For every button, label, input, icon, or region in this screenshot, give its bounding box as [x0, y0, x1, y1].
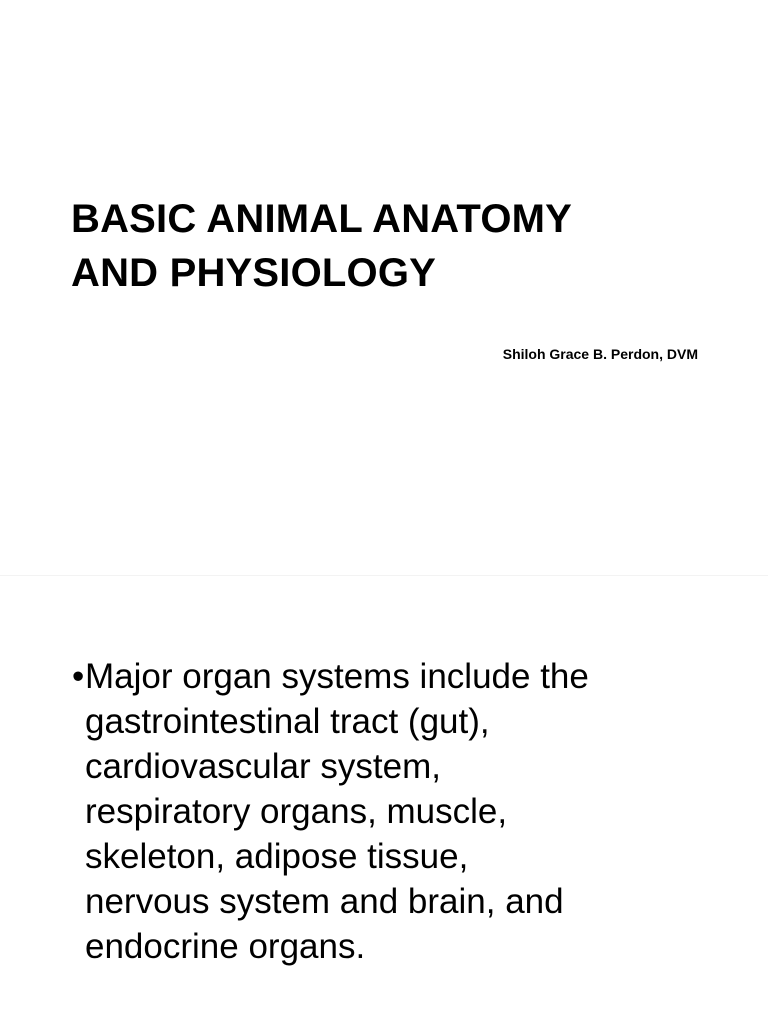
bullet-line-4: respiratory organs, muscle,	[85, 792, 508, 831]
bullet-line-7: endocrine organs.	[85, 927, 366, 966]
bullet-line-3: cardiovascular system,	[85, 747, 441, 786]
bullet-line-6: nervous system and brain, and	[85, 882, 564, 921]
bullet-line-1: Major organ systems include the	[85, 657, 589, 696]
slide-title-line-2: AND PHYSIOLOGY	[71, 251, 437, 295]
bullet-icon: •	[72, 657, 85, 696]
author-name: Shiloh Grace B. Perdon, DVM	[502, 346, 698, 362]
bullet-text	[85, 654, 732, 969]
bullet-line-2: gastrointestinal tract (gut),	[85, 702, 490, 741]
slide-title	[71, 192, 711, 300]
slide-title-line-1: BASIC ANIMAL ANATOMY	[71, 197, 573, 241]
bullet-line-5: skeleton, adipose tissue,	[85, 837, 469, 876]
bullet-item	[72, 654, 732, 969]
